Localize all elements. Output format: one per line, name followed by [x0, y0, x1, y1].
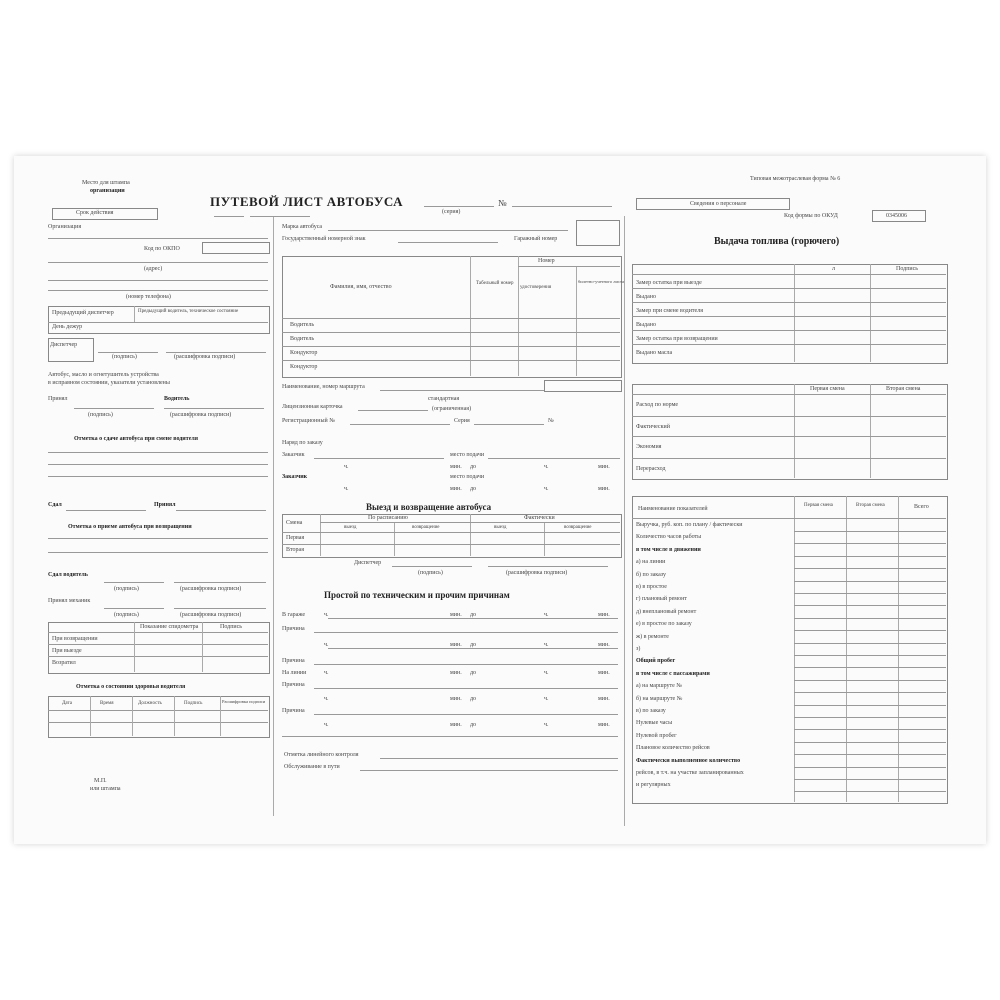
organization-label: Организация	[48, 224, 82, 230]
fuel-row-5: Замер остатка при возвращении	[636, 336, 718, 342]
till-7: до	[470, 722, 477, 728]
indicator-row-line	[794, 742, 946, 743]
till-5: до	[470, 670, 477, 676]
form-type-label: Типовая межотраслевая форма № 6	[750, 176, 841, 182]
min-8: мин.	[598, 642, 610, 648]
till-4: до	[470, 642, 477, 648]
sign-caption-2: (подпись)	[88, 412, 113, 418]
sign-caption-1: (подпись)	[112, 354, 137, 360]
ind-col-2: Вторая смена	[856, 503, 885, 508]
sverka-label: Сведения о персонале	[690, 201, 747, 207]
mp-label-2: или штампа	[90, 786, 121, 792]
indicator-row-label: и регулярных	[636, 782, 671, 789]
reg-num-label: Регистрационный №	[282, 418, 335, 424]
min-5: мин.	[450, 612, 462, 618]
customer-label-2: Заказчик	[282, 474, 308, 480]
page-title: ПУТЕВОЙ ЛИСТ АВТОБУСА	[210, 194, 404, 209]
norm-col-2: Вторая смена	[886, 386, 921, 392]
min-9: мин.	[450, 670, 462, 676]
control-mark-label: Отметка линейного контроля	[284, 752, 359, 758]
fuel-row-3: Замер при смене водителя	[636, 308, 703, 314]
indicator-row-line	[794, 754, 946, 755]
route-box[interactable]	[544, 380, 622, 392]
shift-label: Смена	[286, 520, 303, 526]
prior-dispatch-label: Предыдущий диспетчер	[52, 310, 114, 316]
min-11: мин.	[450, 696, 462, 702]
garage-num-label: Гаражный номер	[514, 236, 558, 242]
decode-caption-4: (расшифровка подписи)	[180, 612, 242, 618]
route-label: Наименование, номер маршрута	[282, 384, 365, 390]
day-off-label: День дежур	[52, 324, 83, 330]
indicator-row-label: б) на маршруте №	[636, 695, 683, 702]
received-mech-label: Принял механик	[48, 598, 91, 604]
column-separator-right	[624, 216, 625, 826]
indicator-row-line	[794, 692, 946, 693]
garage-box[interactable]	[576, 220, 620, 246]
crew-col-name: Фамилия, имя, отчество	[330, 284, 392, 290]
min-12: мин.	[598, 696, 610, 702]
stamp-org-label: организации	[90, 188, 125, 194]
sign-caption-4: (подпись)	[114, 612, 139, 618]
fuel-row-4: Выдано	[636, 322, 656, 328]
indicator-row-line	[794, 779, 946, 780]
indicator-row-line	[794, 605, 946, 606]
cause-label-2: Причина	[282, 658, 305, 664]
health-mark-heading: Отметка о состоянии здоровья водителя	[76, 684, 186, 690]
mp-label: М.П.	[94, 778, 107, 784]
in-service-label: В гараже	[282, 612, 306, 618]
exit-table	[282, 514, 622, 558]
decode-caption-1: (расшифровка подписи)	[174, 354, 236, 360]
min-1: мин.	[450, 464, 462, 470]
indicator-row-line	[794, 680, 946, 681]
indicator-row-label: в) в простое	[636, 584, 667, 590]
health-col-5: Расшифровка подписи	[222, 699, 266, 704]
min-13: мин.	[450, 722, 462, 728]
indicator-row-label: Плановое количество рейсов	[636, 745, 710, 752]
indicator-row-line	[794, 705, 946, 706]
place-supply-label-2: место подачи	[450, 474, 485, 480]
indicator-row-label: в том числе в движении	[636, 546, 701, 553]
crew-row-4: Кондуктор	[290, 364, 318, 370]
hour-11: ч.	[324, 696, 329, 702]
crew-col-tab: Табельный номер	[476, 281, 514, 286]
hour-4: ч.	[544, 486, 549, 492]
okpo-box[interactable]	[202, 242, 270, 254]
crew-row-1: Водитель	[290, 322, 315, 328]
min-14: мин.	[598, 722, 610, 728]
order-label: Наряд по заказу	[282, 440, 323, 446]
indicator-row-line	[794, 655, 946, 656]
service-label: Обслуживание в пути	[284, 764, 340, 770]
indicator-row-label: в том числе с пассажирами	[636, 670, 710, 677]
hour-12: ч.	[544, 696, 549, 702]
stamp-place-label: Место для штампа	[82, 180, 130, 186]
norm-row-2: Фактический	[636, 424, 670, 430]
odometer-row-2: При выезде	[52, 648, 82, 654]
hour-14: ч.	[544, 722, 549, 728]
fuel-row-6: Выдано масла	[636, 350, 673, 356]
indicator-row-label: д) внеплановый ремонт	[636, 608, 697, 615]
indicator-row-label: рейсов, в т.ч. на участке запланированных	[636, 770, 744, 776]
exit-return-heading: Выезд и возвращение автобуса	[366, 502, 492, 512]
bus-state-label: Автобус, масло и огнетушитель устройства	[48, 372, 159, 378]
decode-caption-5: (расшифровка подписи)	[506, 570, 568, 576]
driver-label: Водитель	[164, 396, 190, 402]
exit-sub-1: выезд	[344, 525, 357, 530]
min-6: мин.	[598, 612, 610, 618]
hour-5: ч.	[324, 612, 329, 618]
received-label: Принял	[154, 502, 176, 508]
handed-driver-label: Сдал водитель	[48, 572, 88, 578]
indicator-row-line	[794, 643, 946, 644]
indicator-row-line	[794, 581, 946, 582]
fuel-heading: Выдача топлива (горючего)	[714, 236, 840, 247]
standard-label: стандартная	[428, 396, 460, 402]
health-col-1: Дата	[62, 701, 72, 706]
indicator-row-line	[794, 568, 946, 569]
exit-col-actual: Фактически	[524, 515, 555, 521]
okud-label: Код формы по ОКУД	[784, 213, 838, 219]
odometer-row-1: При возвращении	[52, 636, 98, 642]
indicator-row-label: Выручка, руб. коп. по плану / фактически	[636, 522, 743, 528]
indicator-row-line	[794, 556, 946, 557]
till-6: до	[470, 696, 477, 702]
mark-return-heading: Отметка о приеме автобуса при возвращении	[68, 524, 192, 530]
min-7: мин.	[450, 642, 462, 648]
okpo-label: Код по ОКПО	[144, 246, 180, 252]
indicator-row-line	[794, 717, 946, 718]
handed-label: Сдал	[48, 502, 62, 508]
indicator-row-line	[794, 593, 946, 594]
ind-col-3: Всего	[914, 504, 929, 510]
limited-label: (ограниченная)	[432, 406, 472, 412]
ind-title: Наименование показателей	[638, 506, 708, 512]
column-separator-left	[273, 216, 274, 816]
place-supply-label: место подачи	[450, 452, 485, 458]
okud-code: 0345006	[886, 213, 907, 219]
hour-7: ч.	[324, 642, 329, 648]
hour-2: ч.	[544, 464, 549, 470]
hour-13: ч.	[324, 722, 329, 728]
prior-driver-label: Предыдущий водитель, техническое состояние	[138, 309, 239, 314]
address-caption: (адрес)	[144, 266, 163, 272]
min-10: мин.	[598, 670, 610, 676]
crew-row-3: Кондуктор	[290, 350, 318, 356]
license-label: Лицензионная карточка	[282, 404, 343, 410]
cause-label-3: Причина	[282, 682, 305, 688]
indicator-row-label: Нулевой пробег	[636, 732, 677, 739]
crew-col-right: удостоверения	[520, 285, 552, 290]
norm-col-1: Первая смена	[810, 386, 845, 392]
exit-sub-2: возвращение	[412, 525, 440, 530]
indicator-row-label: г) плановый ремонт	[636, 596, 687, 603]
odometer-col-2: Подпись	[220, 624, 243, 630]
indicator-row-line	[794, 543, 946, 544]
bus-state-label-2: в исправном состоянии, указатели установлены	[48, 380, 170, 386]
series-label: (серия)	[442, 209, 461, 215]
hour-8: ч.	[544, 642, 549, 648]
decode-caption-3: (расшифровка подписи)	[180, 586, 242, 592]
crew-col-number: Номер	[538, 258, 555, 264]
decode-caption-2: (расшифровка подписи)	[170, 412, 232, 418]
fuel-col-l: л	[832, 266, 835, 272]
norm-row-3: Экономия	[636, 444, 662, 450]
indicator-row-label: а) на линии	[636, 559, 666, 566]
customer-label: Заказчик	[282, 452, 305, 458]
indicator-row-label: з)	[636, 646, 641, 652]
phone-caption: (номер телефона)	[126, 294, 171, 300]
indicator-row-label: в) по заказу	[636, 708, 666, 714]
indicator-row-label: Фактически выполненное количество	[636, 757, 741, 764]
health-col-3: Должность	[138, 701, 162, 706]
hour-10: ч.	[544, 670, 549, 676]
indicator-row-label: е) в простое по заказу	[636, 621, 692, 628]
norm-row-4: Перерасход	[636, 466, 666, 472]
odometer-row-3: Возратил	[52, 660, 76, 666]
health-col-2: Время	[100, 701, 114, 706]
crew-col-card: билетно-учетного листа	[578, 279, 624, 284]
fuel-row-1: Замер остатка при выезде	[636, 280, 702, 286]
mark-shift-heading: Отметка о сдаче автобуса при смене водителя	[74, 436, 198, 442]
indicator-row-line	[794, 630, 946, 631]
idle-heading: Простой по техническим и прочим причинам	[324, 590, 510, 600]
shift-first: Первая	[286, 535, 305, 541]
shift-second: Вторая	[286, 547, 304, 553]
waybill-form	[14, 156, 986, 844]
on-line-label: На линии	[282, 670, 307, 676]
till-1: до	[470, 464, 477, 470]
exit-sub-4: возвращение	[564, 525, 592, 530]
till-3: до	[470, 612, 477, 618]
fuel-row-2: Выдано	[636, 294, 656, 300]
gov-num-label: Государственный номерной знак	[282, 236, 366, 242]
series-label-2: Серия	[454, 418, 470, 424]
exit-col-schedule: По расписанию	[368, 515, 408, 521]
number-sign: №	[498, 198, 507, 208]
dispatcher-label: Диспетчер	[50, 342, 78, 348]
min-4: мин.	[598, 486, 610, 492]
number-sign-2: №	[548, 418, 554, 424]
validity-label: Срок действия	[76, 210, 114, 216]
crew-row-2: Водитель	[290, 336, 315, 342]
indicator-row-label: а) на маршруте №	[636, 683, 683, 690]
indicator-row-line	[794, 767, 946, 768]
fuel-col-sign: Подпись	[896, 266, 919, 272]
health-col-4: Подпись	[184, 701, 203, 706]
indicator-row-line	[794, 618, 946, 619]
indicator-row-label: ж) в ремонте	[636, 633, 669, 640]
norm-row-1: Расход по норме	[636, 402, 679, 408]
indicator-row-label: Общий пробег	[636, 658, 676, 665]
ind-col-1: Первая смена	[804, 503, 833, 508]
norm-table	[632, 384, 948, 480]
indicator-row-line	[794, 531, 946, 532]
hour-9: ч.	[324, 670, 329, 676]
till-2: до	[470, 486, 477, 492]
indicator-row-label: Количество часов работы	[636, 534, 702, 541]
hour-1: ч.	[344, 464, 349, 470]
min-3: мин.	[450, 486, 462, 492]
hour-6: ч.	[544, 612, 549, 618]
sign-caption-3: (подпись)	[114, 586, 139, 592]
brand-label: Марка автобуса	[282, 224, 323, 230]
indicator-row-label: б) по заказу	[636, 571, 667, 578]
indicator-row-label: Нулевые часы	[636, 720, 673, 727]
accepted-label: Принял	[48, 396, 68, 402]
exit-dispatcher-label: Диспетчер	[354, 560, 382, 566]
cause-label-4: Причина	[282, 708, 305, 714]
hour-3: ч.	[344, 486, 349, 492]
indicator-row-line	[794, 729, 946, 730]
odometer-col-1: Показание спидометра	[140, 624, 199, 630]
cause-label-1: Причина	[282, 626, 305, 632]
indicator-row-line	[794, 791, 946, 792]
exit-sub-3: выезд	[494, 525, 507, 530]
sign-caption-5: (подпись)	[418, 570, 443, 576]
min-2: мин.	[598, 464, 610, 470]
indicator-row-line	[794, 667, 946, 668]
